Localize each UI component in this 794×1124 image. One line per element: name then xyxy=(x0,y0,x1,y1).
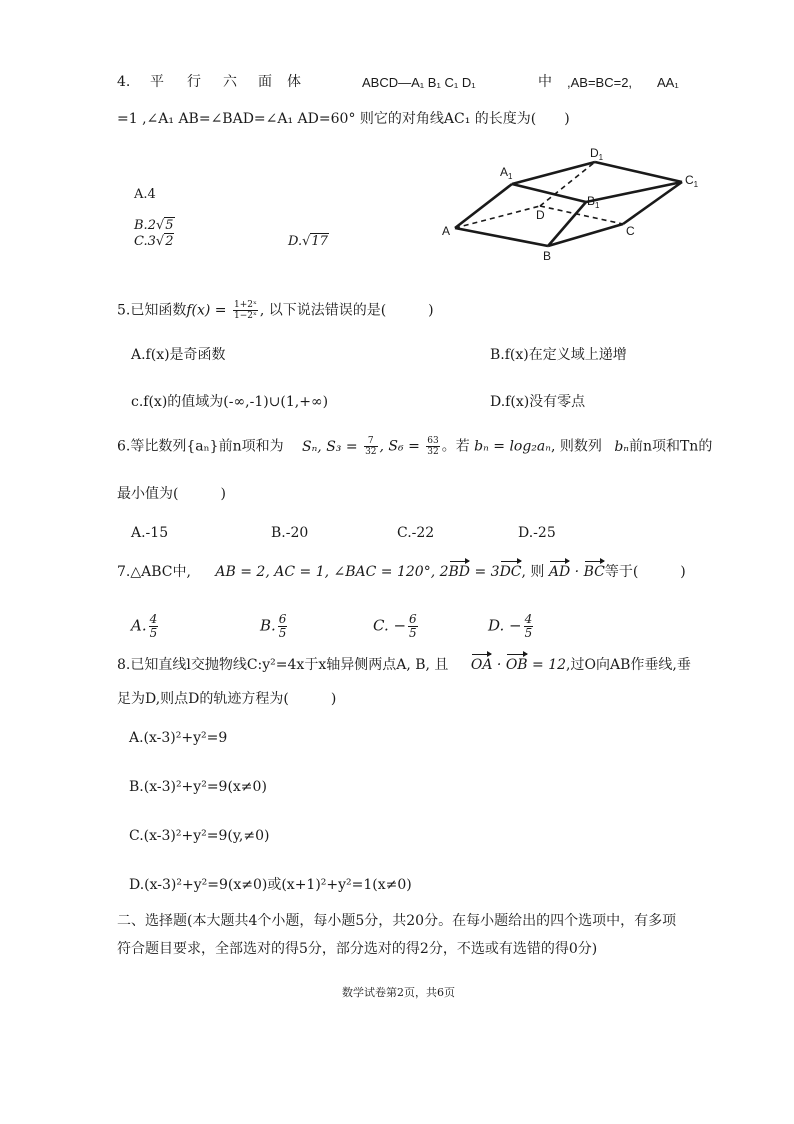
q8-option-a: A.(x-3)²+y²=9 xyxy=(129,730,228,746)
q6-option-b: B.-20 xyxy=(271,525,309,541)
edge-a1-d1 xyxy=(512,162,595,184)
q8-stem: 8.已知直线l交抛物线C:y²=4x于x轴异侧两点A, B, 且 OA · OB = 12,过O向AB作垂线,垂 xyxy=(117,657,691,673)
q4-word-2: 行 xyxy=(187,74,201,90)
q7-option-c: C. − $\frac{6}{5}$ xyxy=(373,612,417,640)
parallelepiped-figure xyxy=(440,142,710,272)
q7-option-d: D. − $\frac{4}{5}$ xyxy=(488,612,533,640)
q4-aa1: AA₁ xyxy=(657,75,679,90)
q4-word-3: 六 xyxy=(223,74,237,90)
q6-option-d: D.-25 xyxy=(518,525,556,541)
page-footer: 数学试卷第2页，共6页 xyxy=(342,986,455,999)
label-a: A xyxy=(442,224,451,238)
q6-line2: 最小值为( ) xyxy=(117,486,226,502)
q6-option-c: C.-22 xyxy=(397,525,435,541)
edge-b-c xyxy=(548,224,623,246)
label-d1: $D_1$ xyxy=(590,146,604,162)
q7-stem: 7.△ABC中, AB = 2, AC = 1, ∠BAC = 120°, 2BD = 3DC, 则 AD · BC等于( ) xyxy=(117,564,686,580)
label-b: B xyxy=(543,249,552,263)
q8-option-c: C.(x-3)²+y²=9(y,≠0) xyxy=(129,828,270,844)
label-a1: $A_1$ xyxy=(500,165,513,181)
label-b1: $B_1$ xyxy=(587,194,600,210)
q4-solid-name: ABCD—A₁ B₁ C₁ D₁ xyxy=(362,75,476,90)
q4-option-b: B.2√5 xyxy=(134,218,174,233)
label-d: D xyxy=(536,208,545,222)
q8-option-d: D.(x-3)²+y²=9(x≠0)或(x+1)²+y²=1(x≠0) xyxy=(129,877,412,893)
q4-word-1: 平 xyxy=(150,74,164,90)
label-c: C xyxy=(626,224,635,238)
q5-option-c: c.f(x)的值域为(-∞,-1)∪(1,+∞) xyxy=(131,394,329,410)
q4-option-c: C.3√2 xyxy=(134,234,174,249)
label-c1: $C_1$ xyxy=(685,173,699,189)
q5-option-d: D.f(x)没有零点 xyxy=(490,394,586,410)
q4-word-4: 面 xyxy=(258,74,272,90)
q7-option-b: B. $\frac{6}{5}$ xyxy=(260,612,287,640)
q4-line1 xyxy=(117,72,130,92)
q5-option-a: A.f(x)是奇函数 xyxy=(131,347,226,363)
edge-d1-c1 xyxy=(595,162,682,182)
q8-line2: 足为D,则点D的轨迹方程为( ) xyxy=(117,691,337,707)
q8-option-b: B.(x-3)²+y²=9(x≠0) xyxy=(129,779,267,795)
q7-option-a: A. $\frac{4}{5}$ xyxy=(131,612,158,640)
section2-line1: 二、选择题(本大题共4个小题，每小题5分，共20分。在每小题给出的四个选项中，有多项 xyxy=(117,913,677,929)
q4-word-5: 体 xyxy=(287,74,301,90)
q4-line2: =1 ,∠A₁ AB=∠BAD=∠A₁ AD=60° 则它的对角线AC₁ 的长度为( ) xyxy=(117,111,570,127)
section2-line2: 符合题目要求，全部选对的得5分，部分选对的得2分，不选或有选错的得0分) xyxy=(117,941,598,957)
q4-number: 4. xyxy=(117,74,131,90)
q5-stem: 5.已知函数f(x) = $\frac{\text{1+2ˣ}}{\text{1−2ˣ}}$ , 以下说法错误的是( ) xyxy=(117,300,434,321)
q5-option-b: B.f(x)在定义域上递增 xyxy=(490,347,627,363)
q4-line1-end: ,AB=BC=2, xyxy=(567,75,633,90)
q6-option-a: A.-15 xyxy=(131,525,169,541)
q4-option-a: A.4 xyxy=(134,187,156,202)
q4-option-d: D.√17 xyxy=(288,234,328,249)
edge-a-b xyxy=(455,228,548,246)
q4-zhong: 中 xyxy=(538,74,552,90)
q6-stem: 6.等比数列{aₙ}前n项和为 Sₙ, S₃ = $\frac{7}{32}$ , S₆ = $\frac{63}{32}$ 。若 bₙ = log₂aₙ, 则数列 bₙ前n项和Tn的 xyxy=(117,436,713,457)
